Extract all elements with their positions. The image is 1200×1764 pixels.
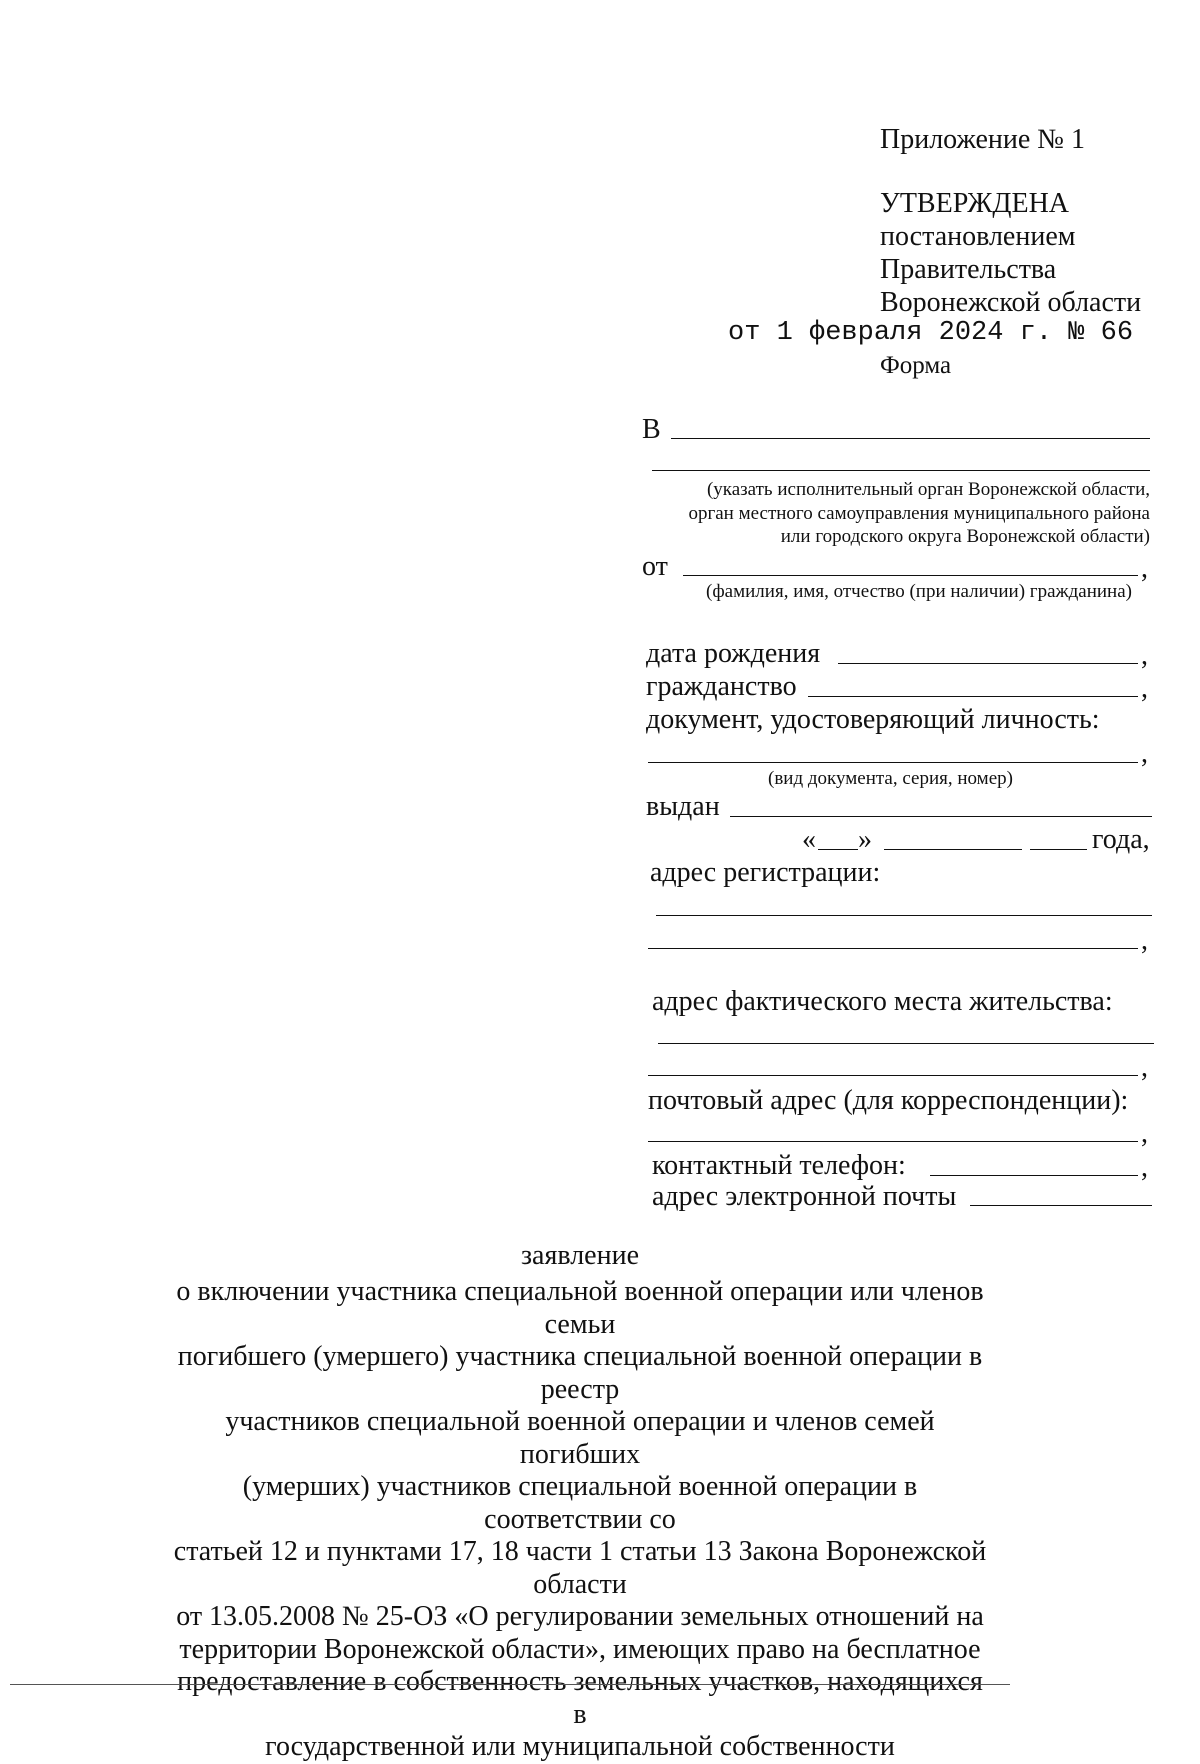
- comma: ,: [1141, 1152, 1148, 1183]
- comma: ,: [1141, 673, 1148, 704]
- statement-line: от 13.05.2008 № 25-ОЗ «О регулировании земельных отношений на: [176, 1601, 984, 1632]
- statement-line: территории Воронежской области», имеющих право на бесплатное: [179, 1633, 981, 1665]
- issued-label: выдан: [646, 791, 720, 822]
- issue-year-field[interactable]: [1030, 849, 1087, 850]
- citizenship-field[interactable]: [808, 696, 1138, 697]
- statement-line: предоставление в собственность земельных участков, находящихся в: [177, 1666, 983, 1730]
- region-label: Воронежской области: [880, 287, 1142, 318]
- from-prefix: от: [642, 551, 668, 582]
- actual-address-field-1[interactable]: [658, 1043, 1154, 1044]
- email-field[interactable]: [970, 1205, 1152, 1206]
- statement-line: (умерших) участников специальной военной операции в соответствии со: [242, 1471, 918, 1535]
- phone-field[interactable]: [930, 1175, 1138, 1176]
- statement-line: о включении участника специальной военной операции или членов семьи: [176, 1276, 984, 1340]
- year-suffix: года,: [1092, 824, 1150, 855]
- actual-address-field-2[interactable]: [648, 1075, 1138, 1076]
- recipient-field-line-2[interactable]: [652, 470, 1150, 471]
- recipient-hint-3: или городского округа Воронежской области): [780, 526, 1150, 547]
- actual-address-label: адрес фактического места жительства:: [652, 986, 1113, 1017]
- comma: ,: [1141, 1052, 1148, 1083]
- birth-date-label: дата рождения: [646, 638, 821, 669]
- registration-address-field-2[interactable]: [648, 948, 1138, 949]
- comma: ,: [1141, 738, 1148, 769]
- recipient-hint-1: (указать исполнительный орган Воронежской области,: [706, 479, 1150, 500]
- statement-body: [170, 1276, 990, 1764]
- registration-address-field-1[interactable]: [656, 915, 1152, 916]
- recipient-field-line-1[interactable]: [671, 438, 1150, 439]
- registration-address-label: адрес регистрации:: [650, 857, 881, 888]
- id-document-label: документ, удостоверяющий личность:: [646, 704, 1100, 735]
- statement-line: статьей 12 и пунктами 17, 18 части 1 статьи 13 Закона Воронежской области: [173, 1536, 987, 1600]
- statement-line: участников специальной военной операции и членов семей погибших: [225, 1406, 935, 1470]
- decree-reference: от 1 февраля 2024 г. № 66: [728, 318, 1134, 348]
- id-document-field[interactable]: [648, 762, 1138, 763]
- postal-address-field[interactable]: [648, 1141, 1138, 1142]
- page-bottom-rule: [10, 1684, 1010, 1685]
- comma: ,: [1141, 640, 1148, 671]
- comma: ,: [1141, 925, 1148, 956]
- id-document-hint: (вид документа, серия, номер): [768, 768, 1013, 789]
- appendix-number: Приложение № 1: [880, 124, 1085, 155]
- recipient-hint-2: орган местного самоуправления муниципального района: [688, 503, 1150, 524]
- issue-day-field[interactable]: [818, 849, 858, 850]
- issue-month-field[interactable]: [884, 849, 1022, 850]
- citizenship-label: гражданство: [646, 671, 797, 702]
- date-quote-close: »: [858, 824, 872, 855]
- decree-label: постановлением: [880, 221, 1076, 252]
- comma: ,: [1141, 553, 1148, 584]
- approved-label: УТВЕРЖДЕНА: [880, 188, 1070, 219]
- statement-line: государственной или муниципальной собственности: [265, 1731, 895, 1762]
- government-label: Правительства: [880, 254, 1057, 285]
- to-prefix: В: [642, 414, 661, 445]
- comma: ,: [1141, 1118, 1148, 1149]
- applicant-name-hint: (фамилия, имя, отчество (при наличии) гражданина): [706, 581, 1132, 602]
- statement-title: заявление: [520, 1240, 639, 1271]
- issued-by-field[interactable]: [730, 816, 1152, 817]
- email-label: адрес электронной почты: [652, 1181, 957, 1212]
- applicant-name-field[interactable]: [683, 575, 1138, 576]
- birth-date-field[interactable]: [838, 663, 1138, 664]
- date-quote-open: «: [802, 824, 816, 855]
- form-label: Форма: [880, 352, 952, 379]
- statement-line: погибшего (умершего) участника специальной военной операции в реестр: [177, 1341, 983, 1405]
- phone-label: контактный телефон:: [652, 1150, 906, 1181]
- postal-address-label: почтовый адрес (для корреспонденции):: [648, 1085, 1129, 1116]
